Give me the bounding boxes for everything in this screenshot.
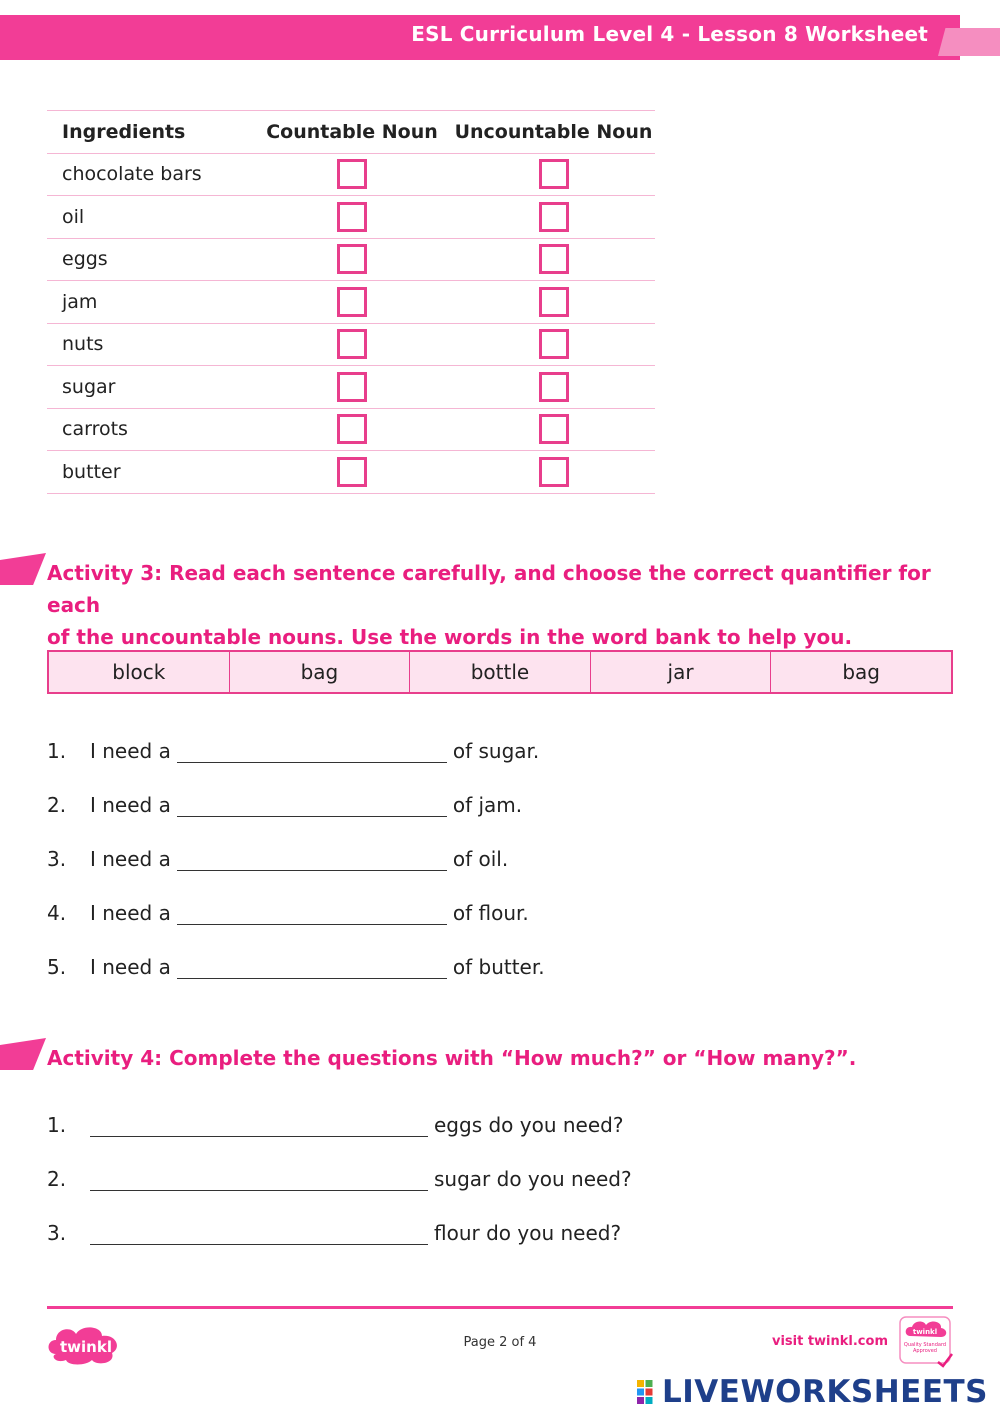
logo-text: twinkl: [60, 1338, 112, 1356]
sentence-suffix: of sugar.: [452, 739, 540, 763]
column-header-countable: Countable Noun: [252, 111, 452, 154]
activity-3-heading-line-2: of the uncountable nouns. Use the words in the word bank to help you.: [47, 625, 853, 649]
word-bank-item: bag: [842, 660, 880, 684]
activity-4-marker: [0, 1038, 46, 1070]
liveworksheets-watermark: [636, 1374, 988, 1410]
badge-logo-text: twinkl: [912, 1328, 938, 1336]
liveworksheets-text: LIVEWORKSHEETS: [662, 1374, 988, 1410]
word-bank-item: bottle: [410, 652, 591, 692]
ingredient-name: butter: [47, 451, 252, 494]
ingredient-name: jam: [47, 281, 252, 324]
uncountable-checkbox[interactable]: [539, 372, 569, 402]
sentence-row: [47, 949, 545, 979]
sentence-number: 2.: [47, 793, 67, 817]
sentence-suffix: of flour.: [452, 901, 529, 925]
countable-checkbox[interactable]: [337, 372, 367, 402]
table-row: [47, 281, 655, 324]
worksheet-title: ESL Curriculum Level 4 - Lesson 8 Worksheet: [411, 22, 928, 46]
sentence-prefix: I need a: [90, 901, 171, 925]
ingredient-name: sugar: [47, 366, 252, 409]
countable-checkbox[interactable]: [337, 202, 367, 232]
countable-checkbox[interactable]: [337, 329, 367, 359]
uncountable-checkbox[interactable]: [539, 244, 569, 274]
question-number: 3.: [47, 1221, 67, 1245]
question-blank[interactable]: [90, 1168, 428, 1191]
sentence-row: [47, 895, 529, 925]
table-row: [47, 408, 655, 451]
quantifier-blank[interactable]: [177, 740, 447, 763]
sentence-row: [47, 787, 522, 817]
word-bank: [47, 650, 953, 694]
question-number: 1.: [47, 1113, 67, 1137]
word-bank-item: jar: [591, 652, 772, 692]
ingredients-table: [47, 110, 655, 494]
page-number: Page 2 of 4: [463, 1335, 537, 1350]
sentence-prefix: I need a: [90, 793, 171, 817]
countable-checkbox[interactable]: [337, 287, 367, 317]
visit-link[interactable]: visit twinkl.com: [771, 1334, 888, 1349]
quality-standard-badge: [898, 1316, 954, 1368]
question-blank[interactable]: [90, 1222, 428, 1245]
word-bank-item: bag: [230, 652, 411, 692]
column-header-uncountable: Uncountable Noun: [452, 111, 655, 154]
header-tab-decoration: [938, 28, 1000, 56]
sentence-prefix: I need a: [90, 955, 171, 979]
quantifier-blank[interactable]: [177, 848, 447, 871]
sentence-prefix: I need a: [90, 739, 171, 763]
sentence-suffix: of jam.: [452, 793, 523, 817]
question-suffix: flour do you need?: [434, 1221, 622, 1245]
uncountable-checkbox[interactable]: [539, 457, 569, 487]
countable-checkbox[interactable]: [337, 457, 367, 487]
table-row: [47, 366, 655, 409]
sentence-number: 5.: [47, 955, 67, 979]
column-header-ingredients: Ingredients: [47, 111, 252, 154]
uncountable-checkbox[interactable]: [539, 159, 569, 189]
countable-checkbox[interactable]: [337, 244, 367, 274]
question-suffix: sugar do you need?: [434, 1167, 632, 1191]
table-row: [47, 451, 655, 494]
uncountable-checkbox[interactable]: [539, 329, 569, 359]
uncountable-checkbox[interactable]: [539, 414, 569, 444]
activity-3-heading: [47, 557, 957, 653]
ingredient-name: nuts: [47, 323, 252, 366]
sentence-number: 3.: [47, 847, 67, 871]
quantifier-blank[interactable]: [177, 794, 447, 817]
quantifier-blank[interactable]: [177, 956, 447, 979]
table-row: [47, 196, 655, 239]
question-blank[interactable]: [90, 1114, 428, 1137]
countable-checkbox[interactable]: [337, 414, 367, 444]
ingredient-name: carrots: [47, 408, 252, 451]
badge-text: Quality Standard Approved: [903, 1342, 947, 1354]
liveworksheets-icon: [636, 1379, 662, 1405]
ingredient-name: eggs: [47, 238, 252, 281]
question-row: [47, 1161, 632, 1191]
ingredient-name: chocolate bars: [47, 153, 252, 196]
sentence-prefix: I need a: [90, 847, 171, 871]
sentence-row: [47, 733, 539, 763]
table-row: [47, 238, 655, 281]
table-row: [47, 323, 655, 366]
question-suffix: eggs do you need?: [434, 1113, 624, 1137]
footer-divider: [47, 1306, 953, 1309]
activity-4-heading: Activity 4: Complete the questions with “How much?” or “How many?”.: [47, 1046, 857, 1070]
activity-3-marker: [0, 553, 46, 585]
question-number: 2.: [47, 1167, 67, 1191]
sentence-number: 4.: [47, 901, 67, 925]
uncountable-checkbox[interactable]: [539, 202, 569, 232]
sentence-row: [47, 841, 508, 871]
quantifier-blank[interactable]: [177, 902, 447, 925]
word-bank-item: block: [49, 652, 230, 692]
countable-checkbox[interactable]: [337, 159, 367, 189]
table-row: [47, 153, 655, 196]
question-row: [47, 1215, 621, 1245]
sentence-suffix: of butter.: [452, 955, 545, 979]
uncountable-checkbox[interactable]: [539, 287, 569, 317]
ingredient-name: oil: [47, 196, 252, 239]
question-row: [47, 1107, 623, 1137]
activity-3-heading-line-1: Activity 3: Read each sentence carefully, and choose the correct quantifier for each: [47, 561, 931, 617]
sentence-suffix: of oil.: [452, 847, 509, 871]
sentence-number: 1.: [47, 739, 67, 763]
table-header-row: [47, 111, 655, 154]
